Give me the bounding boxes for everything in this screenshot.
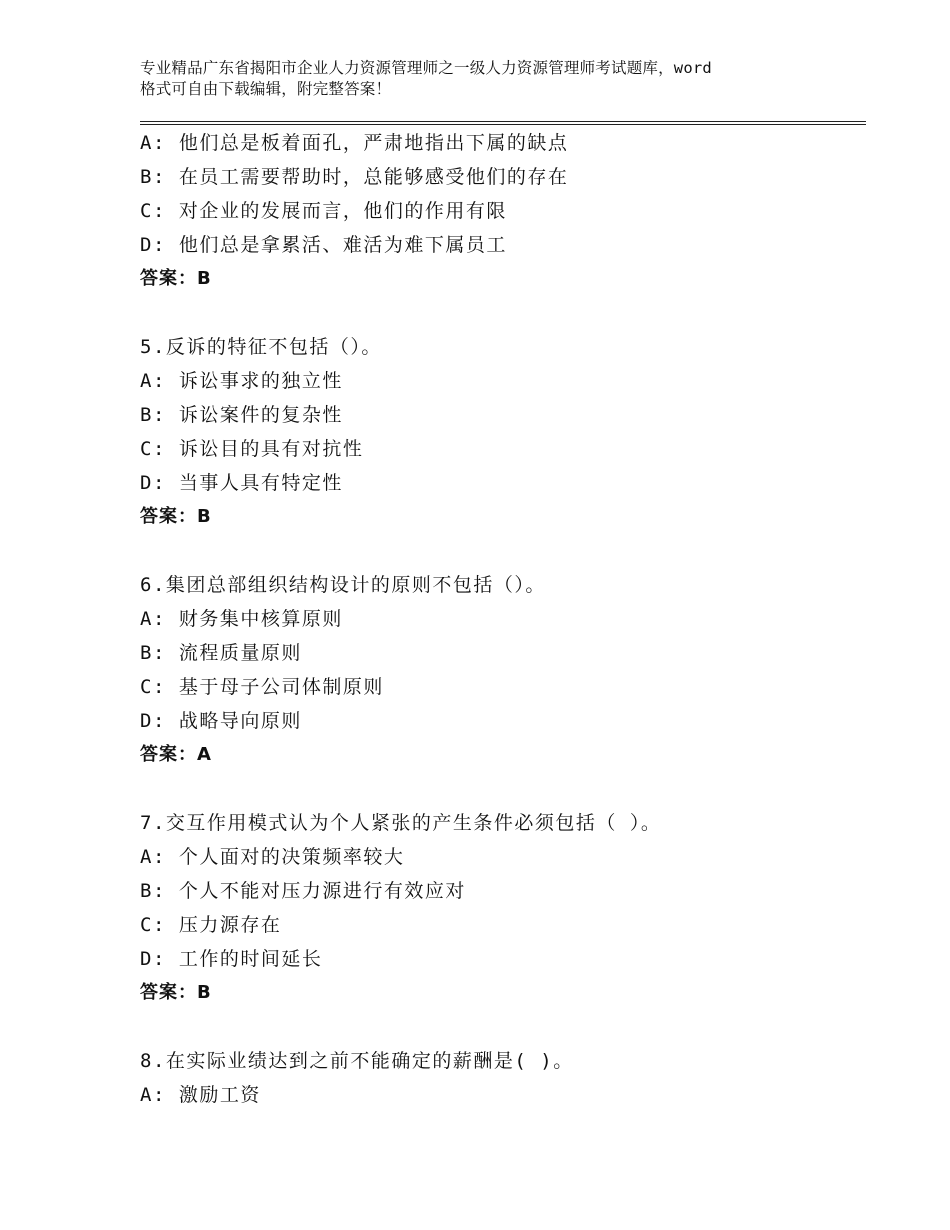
option-a: A: 个人面对的决策频率较大: [140, 846, 405, 868]
spacer: [140, 1010, 866, 1044]
option-c: C: 压力源存在: [140, 914, 282, 936]
option-b: B: 在员工需要帮助时，总能够感受他们的存在: [140, 166, 569, 188]
question-7: [140, 806, 866, 1010]
answer: 答案：B: [140, 982, 212, 1003]
header-title-line-1: 专业精品广东省揭阳市企业人力资源管理师之一级人力资源管理师考试题库，word: [140, 59, 712, 77]
question-6: [140, 568, 866, 772]
option-d: D: 当事人具有特定性: [140, 472, 343, 494]
question-list: [140, 126, 866, 1112]
option-c: C: 基于母子公司体制原则: [140, 676, 384, 698]
question-text: 6.集团总部组织结构设计的原则不包括（）。: [140, 574, 546, 596]
option-a: A: 他们总是板着面孔，严肃地指出下属的缺点: [140, 132, 569, 154]
spacer: [140, 772, 866, 806]
answer: 答案：A: [140, 744, 212, 765]
answer: 答案：B: [140, 268, 212, 289]
question-text: 7.交互作用模式认为个人紧张的产生条件必须包括（ ）。: [140, 812, 662, 834]
question-8: [140, 1044, 866, 1112]
option-d: D: 战略导向原则: [140, 710, 302, 732]
option-c: C: 诉讼目的具有对抗性: [140, 438, 364, 460]
question-text: 5.反诉的特征不包括（）。: [140, 336, 382, 358]
spacer: [140, 534, 866, 568]
option-d: D: 他们总是拿累活、难活为难下属员工: [140, 234, 507, 256]
header-divider-top: [140, 121, 866, 122]
option-c: C: 对企业的发展而言，他们的作用有限: [140, 200, 507, 222]
option-b: B: 诉讼案件的复杂性: [140, 404, 343, 426]
header-divider-bottom: [140, 124, 866, 125]
document-header: [140, 58, 830, 100]
option-d: D: 工作的时间延长: [140, 948, 323, 970]
option-b: B: 流程质量原则: [140, 642, 302, 664]
question-5: [140, 330, 866, 534]
spacer: [140, 296, 866, 330]
option-a: A: 财务集中核算原则: [140, 608, 343, 630]
question-text: 8.在实际业绩达到之前不能确定的薪酬是( )。: [140, 1050, 574, 1072]
option-b: B: 个人不能对压力源进行有效应对: [140, 880, 466, 902]
option-a: A: 诉讼事求的独立性: [140, 370, 343, 392]
header-title-line-2: 格式可自由下载编辑，附完整答案！: [140, 80, 392, 98]
question-4: [140, 126, 866, 296]
answer: 答案：B: [140, 506, 212, 527]
option-a: A: 激励工资: [140, 1084, 261, 1106]
